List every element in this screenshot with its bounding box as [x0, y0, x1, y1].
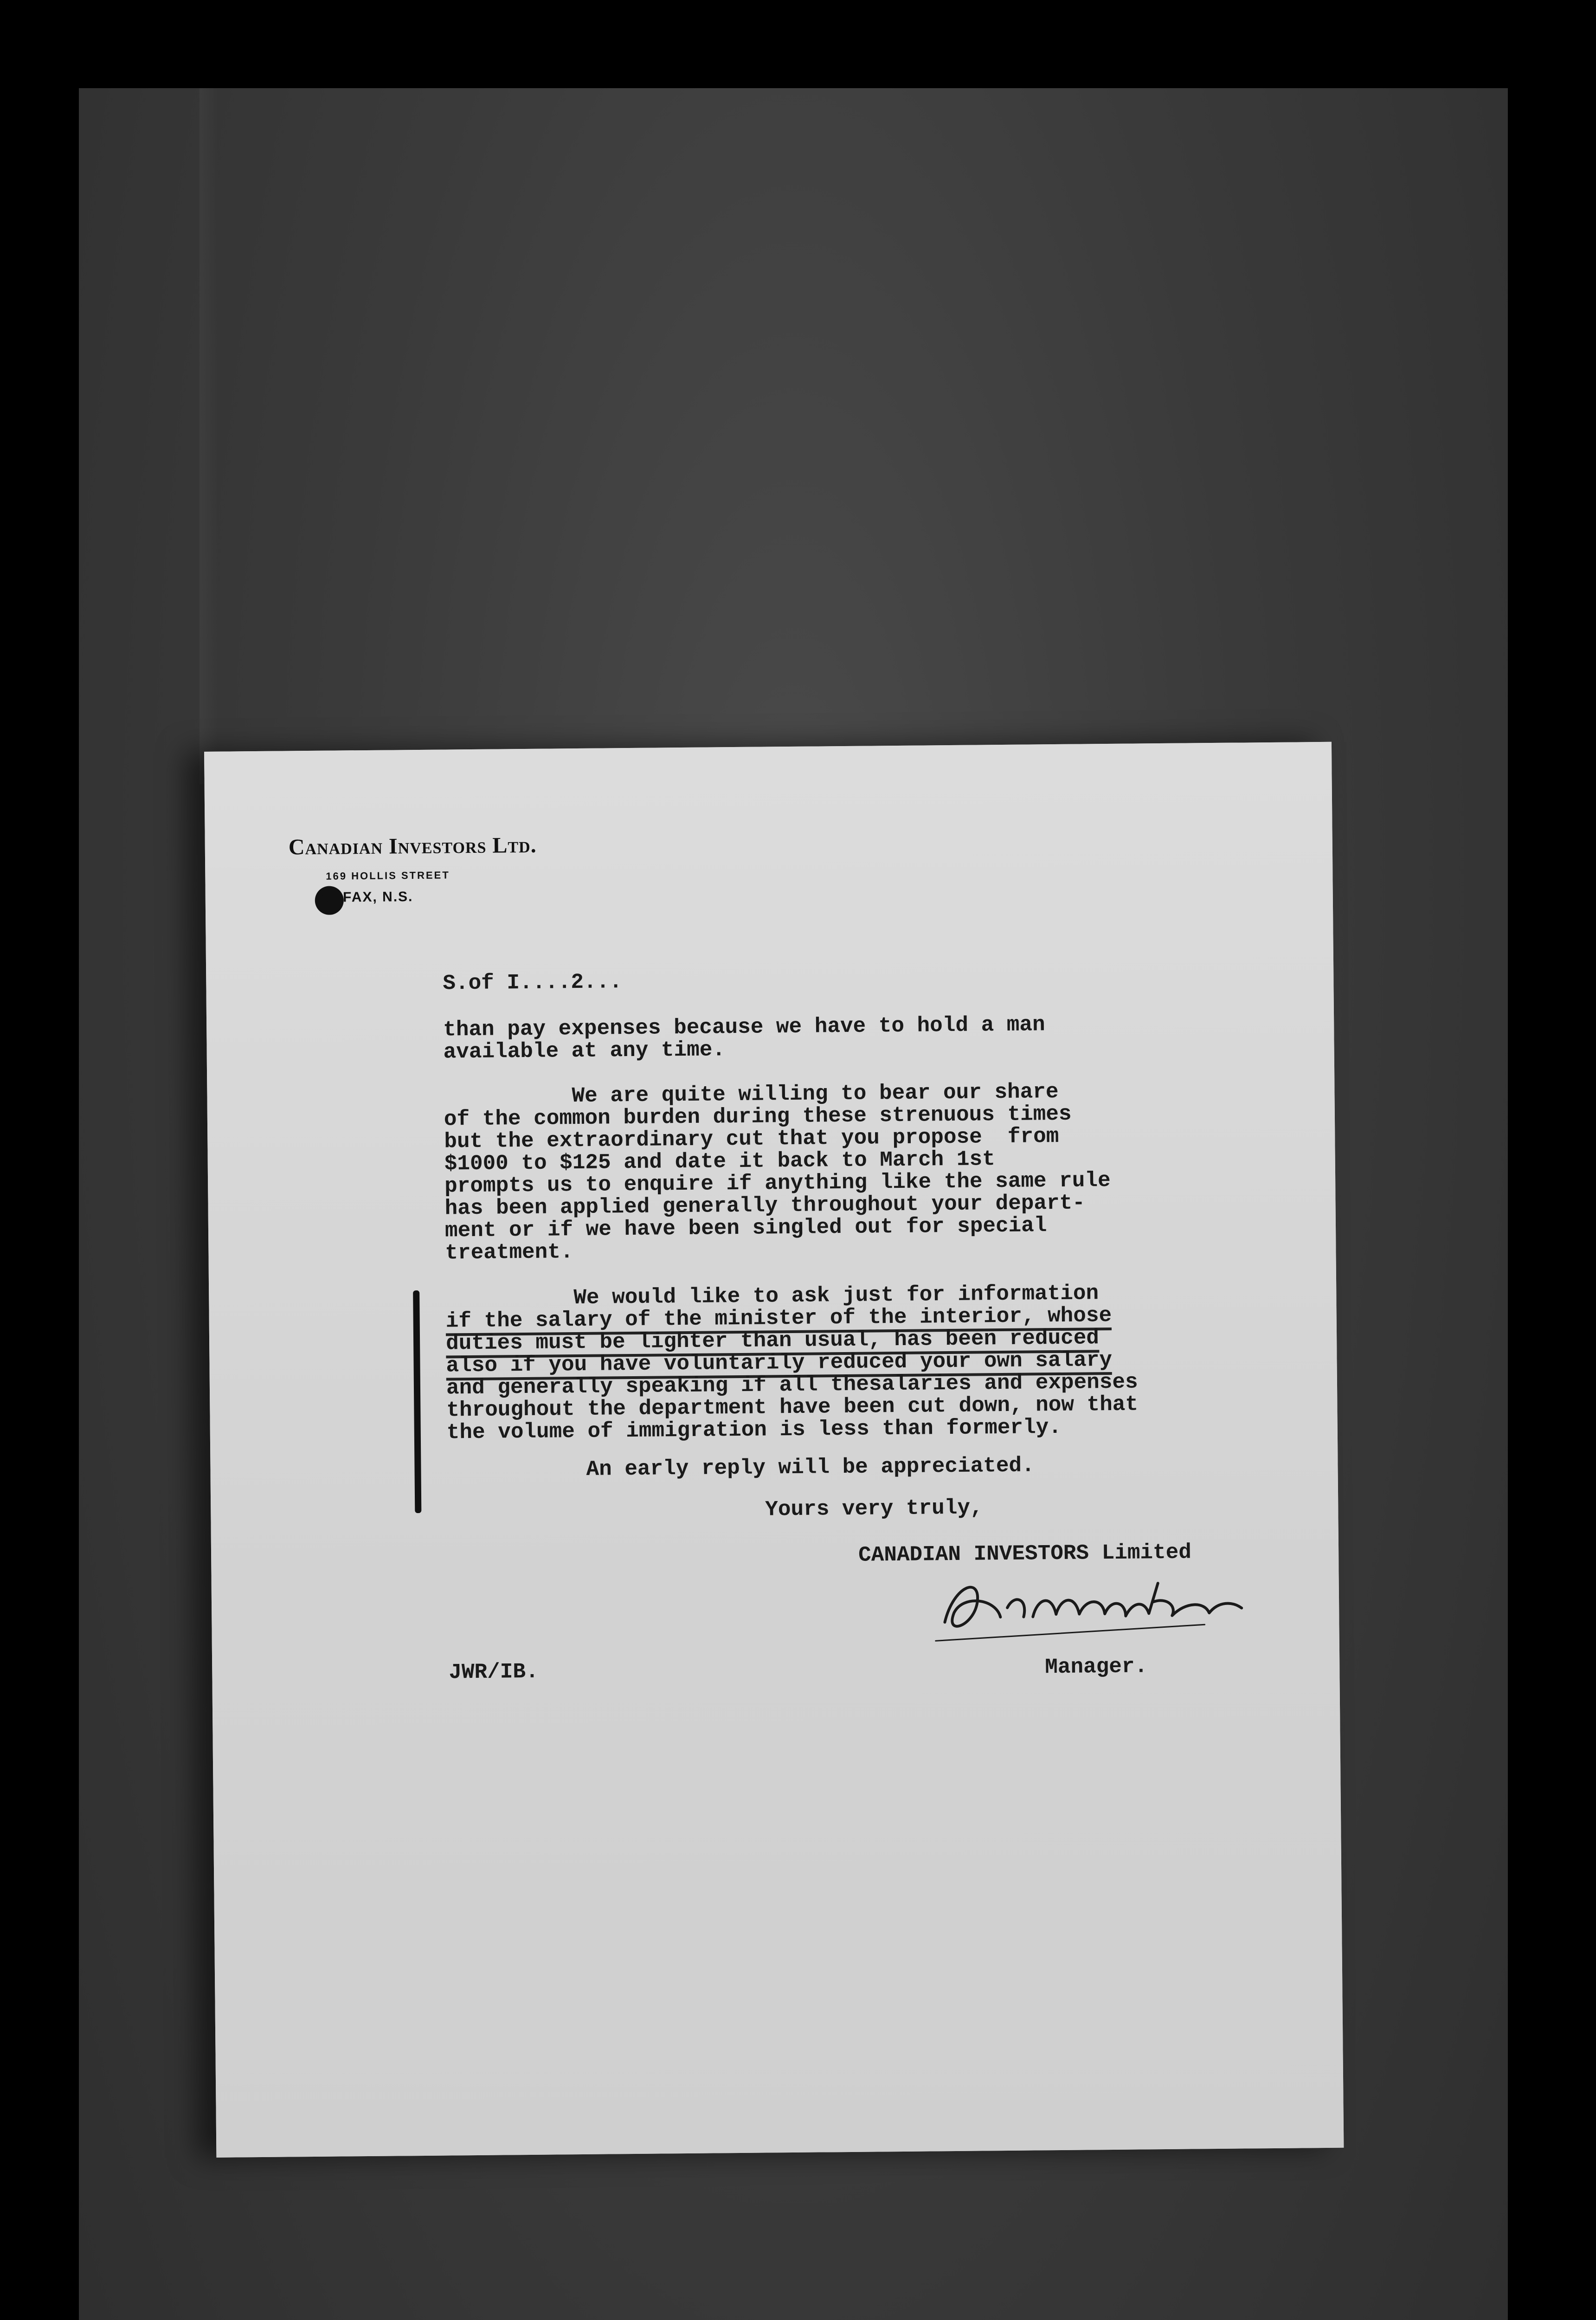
closing-line: An early reply will be appreciated. [586, 1453, 1035, 1482]
paragraph-3-line-2-underlined: if the salary of the minister of the interior, whose [446, 1303, 1112, 1336]
paragraph-2: We are quite willing to bear our share of the common burden during these strenuous times but the extraordinary cut that you propose from $1000 to $125 and date it back to March 1st prompts us to enquire if anything like the same rule has been applied generally throughout your depart- ment or if we have been singled out for special treatment. [444, 1079, 1111, 1265]
paragraph-3 [445, 1282, 1139, 1444]
letterhead-city: ALIFAX, N.S. [317, 889, 413, 905]
signatory-title: Manager. [1045, 1654, 1148, 1680]
page-reference: S.of I....2... [443, 970, 623, 996]
paragraph-3-line-3-underlined: duties must be lighter than usual, has been reduced [446, 1326, 1099, 1358]
paragraph-3-line-1: We would like to ask just for information [445, 1281, 1099, 1311]
letterhead-company-name: Canadian Investors Ltd. [288, 832, 537, 860]
valediction: Yours very truly, [765, 1495, 983, 1522]
board-edge [200, 88, 218, 784]
sheet-paper [204, 742, 1344, 2158]
paragraph-3-line-4-underlined: also if you have voluntarily reduced your own salary [446, 1348, 1112, 1381]
letter-sheet [204, 742, 1344, 2158]
typist-initials: JWR/IB. [449, 1659, 539, 1685]
paragraph-3-rest: and generally speaking if all thesalaries and expenses throughout the department have been cut down, now that the volume of immigration is less than formerly. [446, 1370, 1139, 1445]
signatory-company: CANADIAN INVESTORS Limited [858, 1540, 1192, 1567]
letterhead-street: 169 HOLLIS STREET [326, 869, 450, 882]
handwritten-signature [926, 1564, 1260, 1645]
paragraph-1: than pay expenses because we have to hold a man available at any time. [443, 1012, 1045, 1064]
